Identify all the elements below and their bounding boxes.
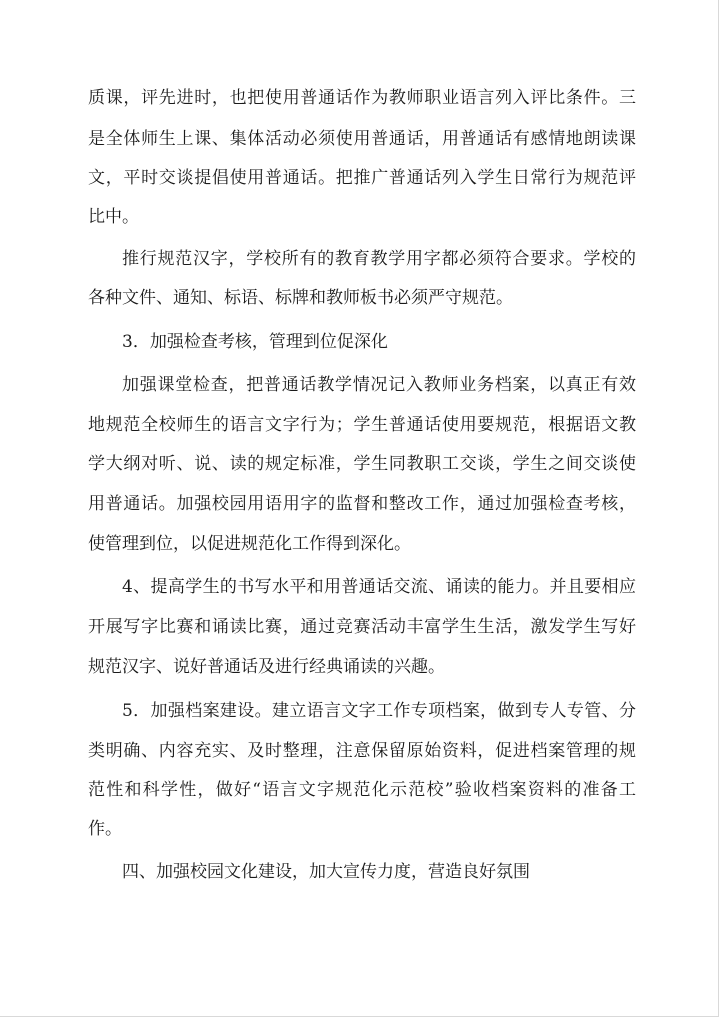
text-line: 比中。 (88, 207, 139, 227)
text-line: 用普通话。加强校园用语用字的监督和整改工作，通过加强检查考核， (88, 494, 636, 514)
text-line: 是全体师生上课、集体活动必须使用普通话，用普通话有感情地朗读课 (88, 129, 636, 149)
text-line: 作。 (88, 819, 122, 839)
text-line: 地规范全校师生的语言文字行为；学生普通话使用要规范，根据语文教 (88, 415, 636, 435)
text-line: 4、提高学生的书写水平和用普通话交流、诵读的能力。并且要相应 (122, 577, 636, 597)
section-heading: 3．加强检查考核，管理到位促深化 (122, 332, 388, 352)
text-line: 文，平时交谈提倡使用普通话。把推广普通话列入学生日常行为规范评 (88, 168, 636, 188)
text-line: 使管理到位，以促进规范化工作得到深化。 (88, 534, 411, 554)
text-line: 范性和科学性，做好“语言文字规范化示范校”验收档案资料的准备工 (88, 780, 636, 800)
text-line: 学大纲对听、说、读的规定标准，学生同教职工交谈，学生之间交谈使 (88, 454, 636, 474)
text-line: 各种文件、通知、标语、标牌和教师板书必须严守规范。 (88, 288, 513, 308)
text-line: 开展写字比赛和诵读比赛，通过竞赛活动丰富学生生活，激发学生写好 (88, 617, 636, 637)
text-line: 推行规范汉字，学校所有的教育教学用字都必须符合要求。学校的 (122, 249, 636, 269)
text-line: 5．加强档案建设。建立语言文字工作专项档案，做到专人专管、分 (122, 701, 636, 721)
text-line: 规范汉字、说好普通话及进行经典诵读的兴趣。 (88, 657, 445, 677)
text-line: 加强课堂检查，把普通话教学情况记入教师业务档案，以真正有效 (122, 375, 636, 395)
text-line: 质课，评先进时，也把使用普通话作为教师职业语言列入评比条件。三 (88, 88, 636, 108)
section-heading: 四、加强校园文化建设，加大宣传力度，营造良好氛围 (122, 862, 530, 882)
text-line: 类明确、内容充实、及时整理，注意保留原始资料，促进档案管理的规 (88, 741, 636, 761)
